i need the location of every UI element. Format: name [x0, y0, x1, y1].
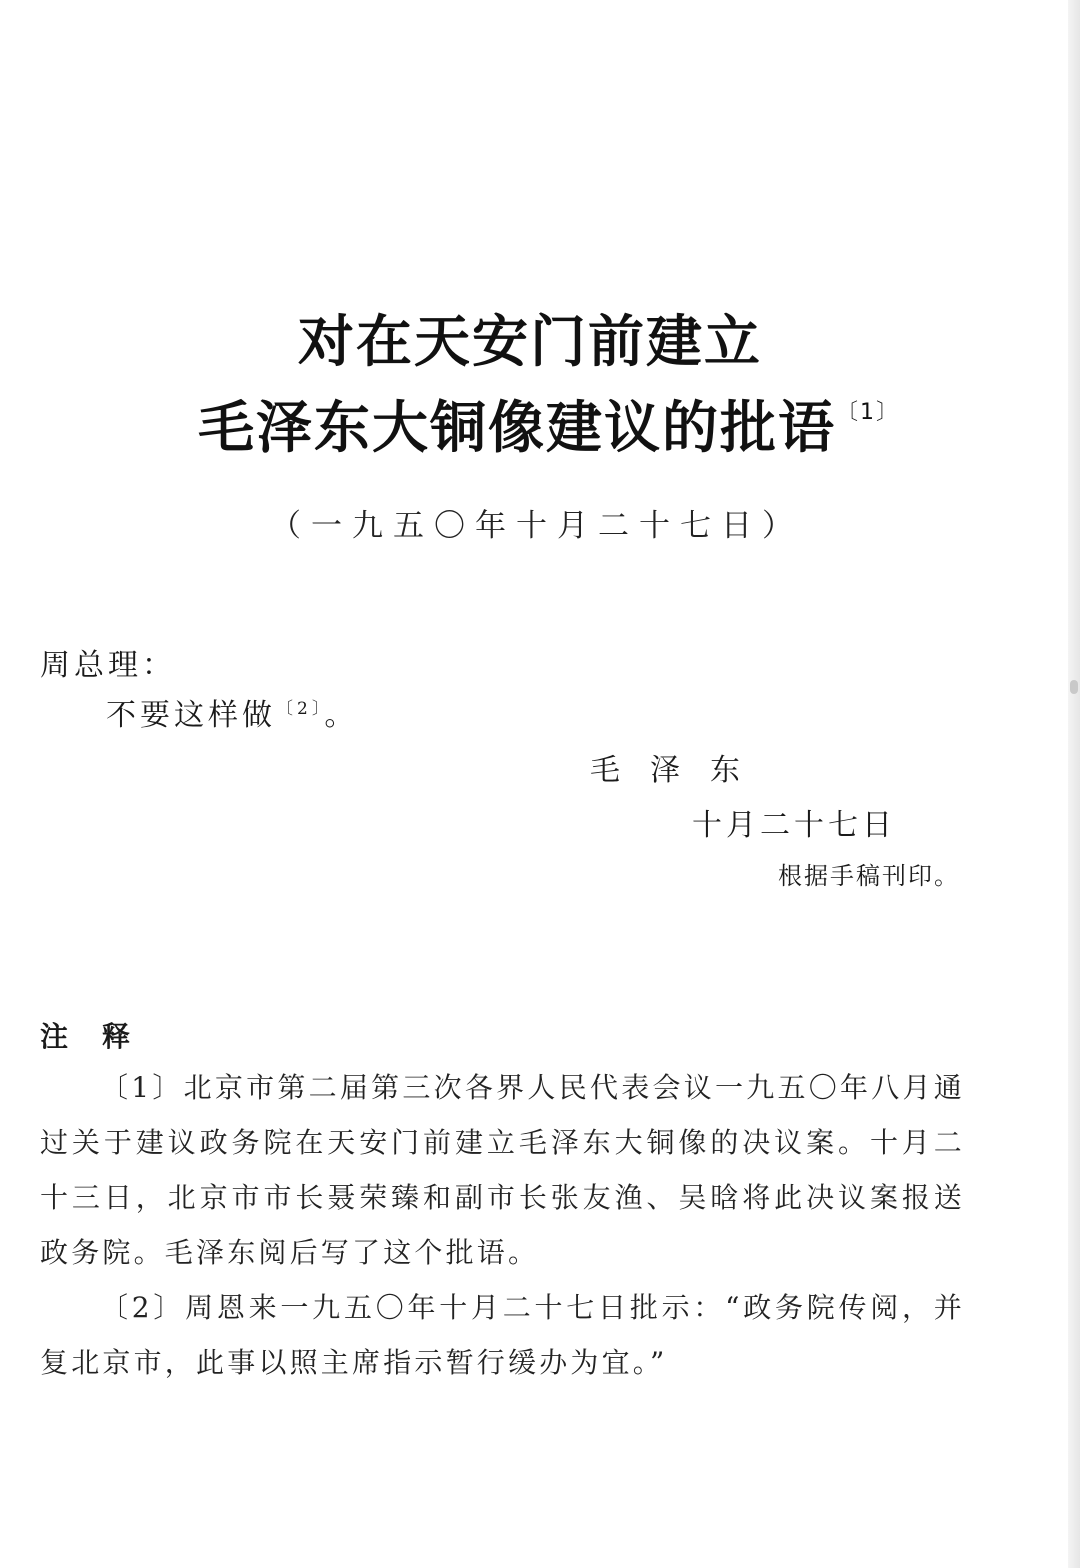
- source-note: 根据手稿刊印。: [778, 862, 960, 890]
- page-edge: [1068, 0, 1080, 1568]
- letter-body-end: 。: [324, 698, 359, 733]
- letter-body-text: 不要这样做: [106, 698, 276, 733]
- signature-date: 十月二十七日: [692, 808, 896, 843]
- notes-heading: 注释: [40, 1020, 165, 1053]
- note-item-1: 〔1〕北京市第二届第三次各界人民代表会议一九五〇年八月通过关于建议政务院在天安门前建立毛泽东大铜像的决议案。十月二十三日，北京市市长聂荣臻和副市长张友渔、吴晗将此决议案报送政务院。毛泽东阅后写了这个批语。: [40, 1071, 965, 1269]
- page-title-line-1: 对在天安门前建立: [298, 310, 762, 375]
- note-item-2: 〔2〕周恩来一九五〇年十月二十七日批示：“政务院传阅，并复北京市，此事以照主席指示暂行缓办为宜。”: [40, 1291, 965, 1379]
- document-date: （一九五〇年十月二十七日）: [270, 508, 803, 544]
- signature: 毛泽东: [590, 753, 770, 788]
- title-footnote-ref[interactable]: 〔1〕: [836, 400, 900, 426]
- letter-body: [106, 690, 358, 734]
- salutation: 周总理：: [40, 648, 176, 683]
- page-title-line-2-text: 毛泽东大铜像建议的批语: [198, 396, 836, 461]
- page-title-line-2: [198, 384, 900, 464]
- scroll-indicator[interactable]: [1070, 680, 1078, 694]
- body-footnote-ref[interactable]: 〔2〕: [276, 699, 325, 719]
